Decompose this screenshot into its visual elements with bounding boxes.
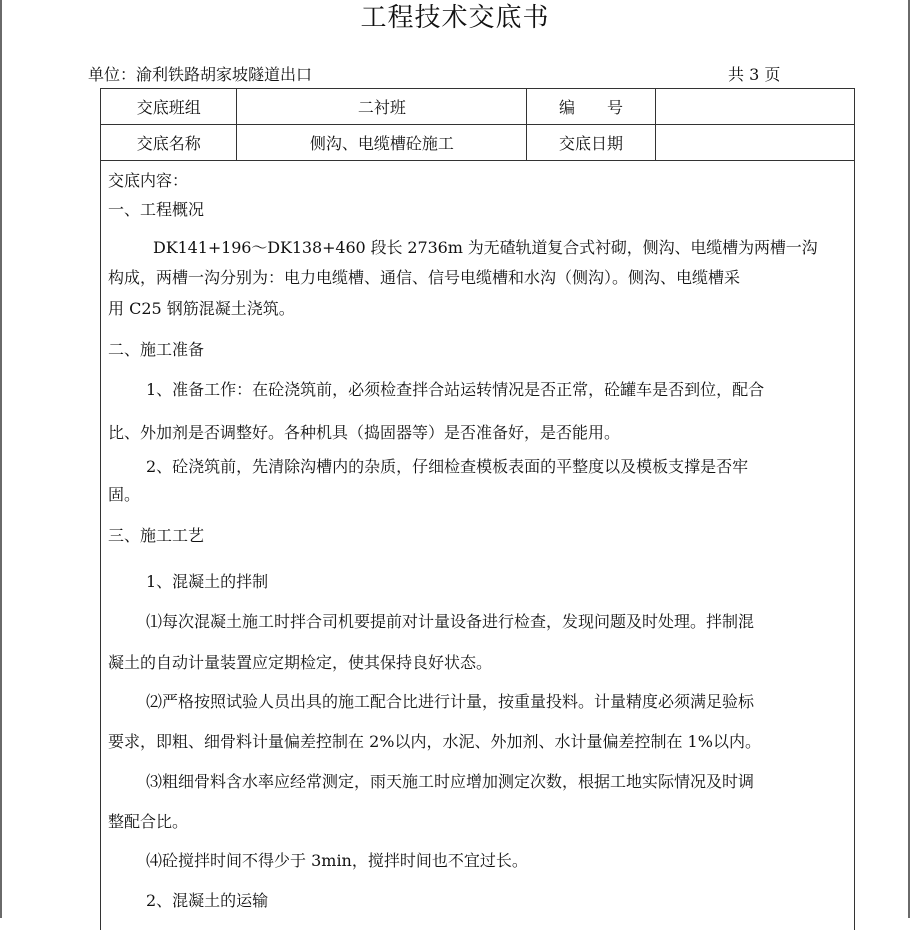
- paragraph-line: 比、外加剂是否调整好。各种机具（捣固器等）是否准备好，是否能用。: [108, 423, 621, 442]
- date-label: 交底日期: [527, 125, 656, 161]
- content-heading: 交底内容：: [108, 171, 189, 190]
- unit-line: 单位：渝利铁路胡家坡隧道出口: [88, 65, 313, 84]
- team-label: 交底班组: [101, 89, 237, 125]
- paragraph-line: DK141+196～DK138+460 段长 2736m 为无碴轨道复合式衬砌，侧沟、电缆槽为两槽一沟: [153, 238, 818, 257]
- section-heading-process: 三、施工工艺: [108, 526, 205, 545]
- section-heading-preparation: 二、施工准备: [108, 340, 205, 359]
- number-label: 编 号: [527, 89, 656, 125]
- paragraph-line: 1、准备工作：在砼浇筑前，必须检查拌合站运转情况是否正常，砼罐车是否到位，配合: [146, 380, 765, 399]
- section-heading-overview: 一、工程概况: [108, 200, 205, 219]
- paragraph-line: ⑶粗细骨料含水率应经常测定，雨天施工时应增加测定次数，根据工地实际情况及时调: [146, 772, 755, 791]
- paragraph-line: 固。: [108, 485, 141, 504]
- team-value: 二衬班: [237, 89, 527, 125]
- paragraph-line: ⑴每次混凝土施工时拌合司机要提前对计量设备进行检查，发现问题及时处理。拌制混: [146, 612, 755, 631]
- paragraph-line: 2、砼浇筑前，先清除沟槽内的杂质，仔细检查模板表面的平整度以及模板支撑是否牢: [146, 457, 749, 476]
- number-value: [655, 89, 854, 125]
- paragraph-line: 用 C25 钢筋混凝土浇筑。: [108, 299, 295, 318]
- paragraph-line: 凝土的自动计量装置应定期检定，使其保持良好状态。: [108, 653, 493, 672]
- paragraph-line: 要求，即粗、细骨料计量偏差控制在 2%以内，水泥、外加剂、水计量偏差控制在 1%以内。: [108, 732, 761, 751]
- page-count: 共 3 页: [728, 65, 781, 84]
- header-row-team: [101, 89, 855, 125]
- header-table: [100, 88, 855, 161]
- document-title: 工程技术交底书: [360, 3, 550, 33]
- paragraph-line: ⑵严格按照试验人员出具的施工配合比进行计量，按重量投料。计量精度必须满足验标: [146, 692, 755, 711]
- name-value: 侧沟、电缆槽砼施工: [237, 125, 527, 161]
- paragraph-line: ⑷砼搅拌时间不得少于 3min，搅拌时间也不宜过长。: [146, 851, 528, 870]
- subsection-heading-mixing: 1、混凝土的拌制: [146, 572, 269, 591]
- paragraph-line: 构成，两槽一沟分别为：电力电缆槽、通信、信号电缆槽和水沟（侧沟）。侧沟、电缆槽采: [108, 268, 741, 287]
- page-left-edge: [0, 0, 2, 918]
- paragraph-line: 整配合比。: [108, 812, 189, 831]
- subsection-heading-transport: 2、混凝土的运输: [146, 891, 269, 910]
- header-row-name: [101, 125, 855, 161]
- date-value: [655, 125, 854, 161]
- name-label: 交底名称: [101, 125, 237, 161]
